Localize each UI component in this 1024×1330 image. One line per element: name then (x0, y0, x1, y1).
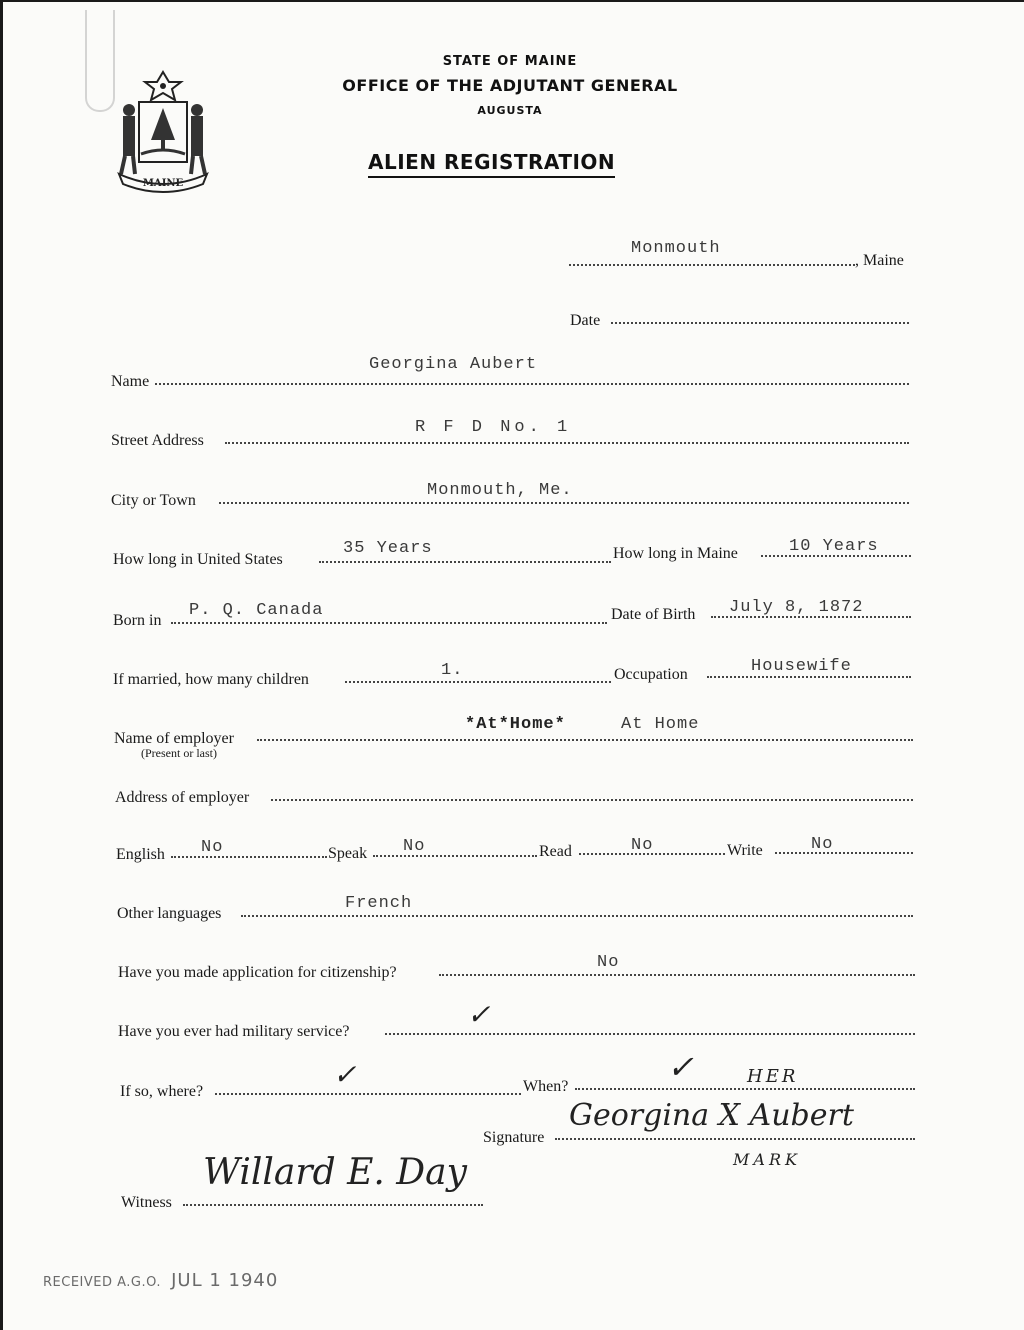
other-languages-value: French (345, 894, 413, 913)
date-label: Date (570, 312, 601, 329)
received-stamp (43, 1270, 278, 1291)
born-in-label: Born in (113, 612, 162, 629)
read-label: Read (539, 843, 572, 860)
english-value: No (201, 838, 224, 857)
occupation-label: Occupation (614, 666, 688, 683)
employer-sublabel: (Present or last) (141, 746, 217, 760)
street-value: R F D No. 1 (415, 418, 572, 437)
other-languages-line (241, 915, 913, 917)
date-line (611, 322, 909, 324)
employer-value: At Home (621, 715, 700, 734)
name-line (155, 383, 909, 385)
city-label: City or Town (111, 492, 196, 509)
employer-label: Name of employer (114, 730, 234, 747)
when-line (575, 1088, 915, 1090)
header-state: STATE OF MAINE (442, 54, 578, 69)
when-check: ✓ (667, 1048, 694, 1086)
city-value: Monmouth, Me. (427, 481, 573, 500)
speak-line (373, 855, 537, 857)
born-in-line (171, 622, 607, 624)
dob-value: July 8, 1872 (729, 598, 864, 617)
form-title: ALIEN REGISTRATION (368, 150, 615, 178)
citizenship-value: No (597, 953, 620, 972)
speak-label: Speak (328, 845, 368, 862)
location-line (569, 264, 855, 266)
occupation-line (707, 676, 911, 678)
employer-address-line (271, 799, 913, 801)
seal-text: MAINE (142, 178, 184, 189)
signature-her: HER (747, 1066, 799, 1087)
signature-label: Signature (483, 1129, 545, 1146)
name-label: Name (111, 373, 150, 390)
street-line (225, 442, 909, 444)
write-line (775, 852, 913, 854)
location-suffix: , Maine (855, 252, 904, 269)
when-label: When? (523, 1078, 569, 1095)
employer-address-label: Address of employer (115, 789, 250, 806)
children-value: 1. (441, 661, 464, 680)
witness-line (183, 1204, 483, 1206)
occupation-value: Housewife (751, 657, 852, 676)
signature-value: Georgina X Aubert (569, 1098, 854, 1133)
employer-struck-value: *At*Home* (465, 715, 566, 734)
witness-signature: Willard E. Day (203, 1152, 467, 1193)
children-label: If married, how many children (113, 671, 309, 688)
years-maine-label: How long in Maine (613, 545, 738, 562)
witness-label: Witness (121, 1194, 172, 1211)
city-line (219, 502, 909, 504)
other-languages-label: Other languages (117, 905, 222, 922)
years-us-label: How long in United States (113, 551, 283, 568)
signature-mark: MARK (733, 1150, 801, 1169)
write-value: No (811, 835, 834, 854)
employer-line (257, 739, 913, 741)
name-value: Georgina Aubert (369, 355, 538, 374)
received-stamp-date: JUL 1 1940 (171, 1270, 279, 1291)
header-city: AUGUSTA (477, 104, 543, 117)
years-us-line (319, 561, 611, 563)
street-label: Street Address (111, 432, 204, 449)
signature-line (555, 1138, 915, 1140)
received-stamp-text: RECEIVED A.G.O. (43, 1275, 161, 1290)
military-check: ✓ (467, 998, 491, 1031)
english-label: English (116, 846, 165, 863)
write-label: Write (727, 842, 763, 859)
header-office: OFFICE OF THE ADJUTANT GENERAL (342, 76, 678, 95)
military-line (385, 1033, 915, 1035)
born-in-value: P. Q. Canada (189, 601, 324, 620)
location-value: Monmouth (631, 239, 721, 258)
where-label: If so, where? (120, 1083, 204, 1100)
where-check: ✓ (333, 1058, 357, 1091)
military-label: Have you ever had military service? (118, 1023, 350, 1040)
citizenship-line (439, 974, 915, 976)
years-us-value: 35 Years (343, 539, 433, 558)
citizenship-label: Have you made application for citizenship? (118, 964, 397, 981)
children-line (345, 681, 611, 683)
dob-label: Date of Birth (611, 606, 696, 623)
read-value: No (631, 836, 654, 855)
where-line (215, 1093, 521, 1095)
years-maine-value: 10 Years (789, 537, 879, 556)
speak-value: No (403, 837, 426, 856)
english-line (171, 856, 327, 858)
